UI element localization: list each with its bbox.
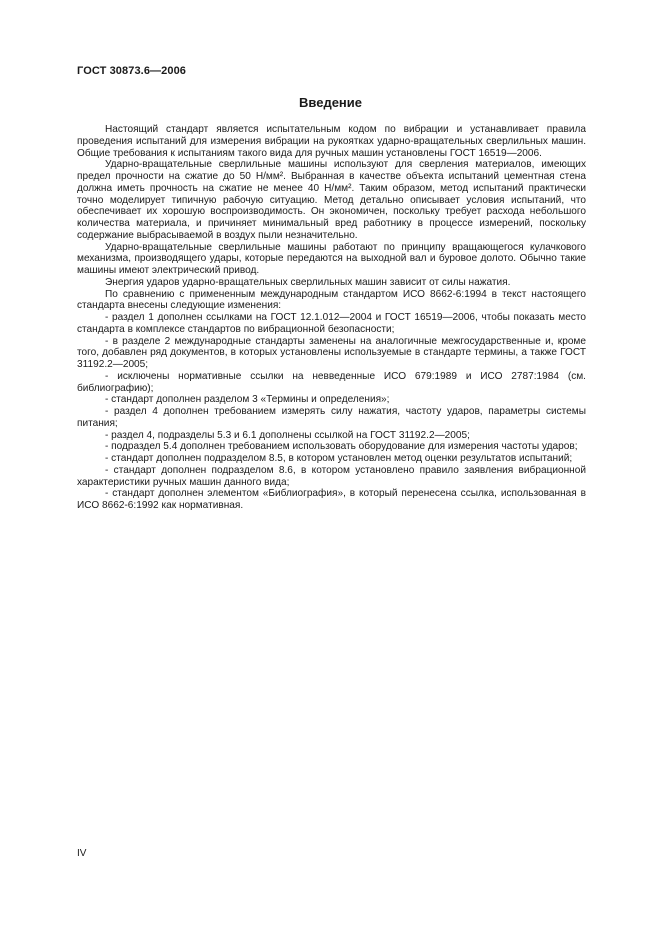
paragraph: Энергия ударов ударно-вращательных сверлильных машин зависит от силы нажатия.	[105, 276, 511, 288]
list-item: - раздел 4 дополнен требованием измерять силу нажатия, частоту ударов, параметры системы питания;	[77, 406, 586, 429]
list-item: - раздел 1 дополнен ссылками на ГОСТ 12.1.012—2004 и ГОСТ 16519—2006, чтобы показать место стандарта в комплексе стандартов по вибрационной безопасности;	[77, 312, 586, 335]
list-item: - исключены нормативные ссылки на невведенные ИСО 679:1989 и ИСО 2787:1984 (см. библиографию);	[77, 370, 586, 394]
list-item: - стандарт дополнен разделом 3 «Термины и определения»;	[105, 394, 390, 406]
list-item: - раздел 4, подразделы 5.3 и 6.1 дополнены ссылкой на ГОСТ 31192.2—2005;	[105, 429, 470, 441]
document-header: ГОСТ 30873.6—2006	[77, 65, 187, 77]
list-item: - стандарт дополнен подразделом 8.6, в котором установлено правило заявления вибрационной характеристики ручных машин данного вида;	[77, 464, 586, 488]
body-text	[77, 124, 586, 512]
section-title: Введение	[299, 95, 362, 110]
page-number: IV	[77, 848, 87, 859]
list-item: - стандарт дополнен подразделом 8.5, в котором установлен метод оценки результатов испытаний;	[105, 453, 573, 464]
paragraph: Ударно-вращательные сверлильные машины используют для сверления материалов, имеющих предел прочности на сжатие до 50 Н/мм². Выбранная в качестве объекта испытаний цементная стена должна иметь прочность на сжатие не менее 40 Н/мм². Таким образом, метод испытаний практически точно моделирует типичную рабочую ситуацию. Метод детально описывает условия испытаний, что обеспечивает их хорошую воспроизводимость. Он экономичен, поскольку требует расхода небольшого количества материала, и причиняет минимальный вред работнику в процессе измерений, поскольку содержание выбрасываемой в воздух пыли незначительно.	[77, 159, 586, 241]
paragraph: Настоящий стандарт является испытательным кодом по вибрации и устанавливает правила проведения испытаний для измерения вибрации на рукоятках ударно-вращательных сверлильных машин. Общие требования к испытаниям такого вида для ручных машин установлены ГОСТ 16519—2006.	[77, 124, 586, 159]
list-item: - в разделе 2 международные стандарты заменены на аналогичные межгосударственные и, кроме того, добавлен ряд документов, в которых установлены используемые в стандарте термины, а также ГОСТ 31192.2—2005;	[77, 335, 586, 370]
paragraph: По сравнению с примененным международным стандартом ИСО 8662-6:1994 в текст настоящего стандарта внесены следующие изменения:	[77, 288, 586, 312]
list-item: - стандарт дополнен элементом «Библиография», в который перенесена ссылка, использованная в ИСО 8662-6:1992 как нормативная.	[77, 488, 586, 511]
paragraph: Ударно-вращательные сверлильные машины работают по принципу вращающегося кулачкового механизма, производящего удары, которые передаются на выходной вал и буровое долото. Обычно такие машины имеют электрический привод.	[77, 241, 586, 276]
list-item: - подраздел 5.4 дополнен требованием использовать оборудование для измерения частоты ударов;	[105, 441, 578, 453]
